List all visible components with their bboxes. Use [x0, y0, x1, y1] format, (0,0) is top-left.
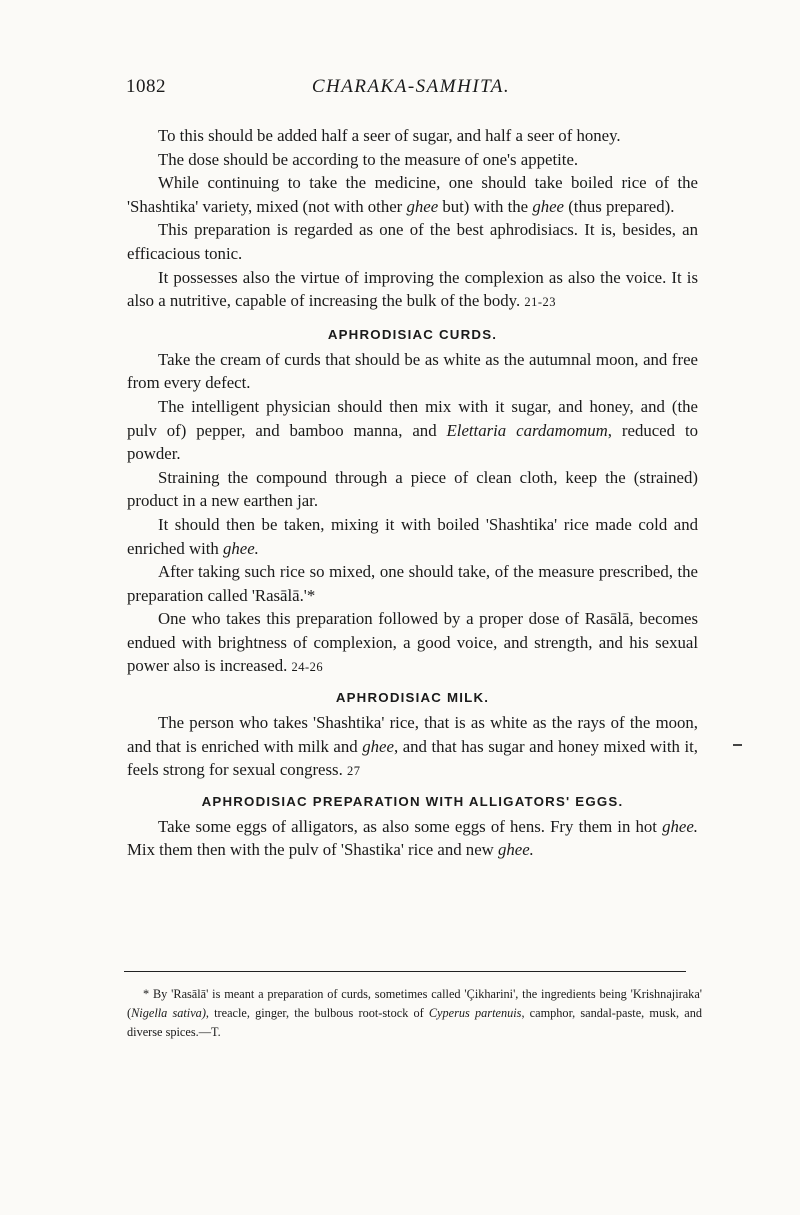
text-run: The intelligent physician should then mix with it sugar, and honey, and (the pulv of) pepper, and bamboo manna, and — [127, 396, 698, 440]
italic-term: Nigella sativa) — [131, 1006, 206, 1020]
text-run: Mix them then with the pulv of 'Shastika' rice and new — [127, 840, 498, 860]
paragraph: After taking such rice so mixed, one should take, of the measure prescribed, the preparation called 'Rasālā.'* — [127, 562, 698, 605]
section-heading: APHRODISIAC MILK. — [335, 690, 490, 706]
paragraph: Straining the compound through a piece of clean cloth, keep the (strained) product in a new earthen jar. — [127, 467, 698, 511]
verse-number: 24-26 — [291, 660, 324, 675]
section-heading: APHRODISIAC PREPARATION WITH ALLIGATORS' EGGS. — [201, 793, 624, 809]
text-run: One who takes this preparation followed by a proper dose of Rasālā, becomes endued with brightness of complexion, a good voice, and strength, and his sexual power also is increased. — [127, 609, 698, 676]
footnote — [127, 985, 702, 1042]
page-header — [126, 76, 696, 106]
italic-term: ghee. — [223, 538, 259, 558]
paragraph — [127, 607, 698, 680]
running-title: CHARAKA-SAMHITA. — [311, 76, 511, 97]
text-run: It possesses also the virtue of improving the complexion as also the voice. It is also a nutritive, capable of increasing the bulk of the body. — [127, 267, 698, 311]
italic-term: ghee. — [497, 840, 534, 860]
text-run: The person who takes 'Shashtika' rice, that is as white as the rays of the moon, and that is enriched with milk and — [127, 713, 698, 756]
italic-term: ghee — [362, 736, 394, 756]
text-run: (thus prepared). — [564, 196, 675, 216]
paragraph: To this should be added half a seer of sugar, and half a seer of honey. — [158, 126, 621, 145]
paragraph: The dose should be according to the measure of one's appetite. — [158, 149, 579, 169]
verse-number: 27 — [346, 764, 361, 779]
text-run: It should then be taken, mixing it with boiled 'Shashtika' rice made cold and enriched with — [127, 514, 698, 558]
verse-number: 21-23 — [524, 295, 557, 310]
paragraph — [127, 711, 698, 784]
paragraph — [127, 171, 698, 218]
footnote-rule — [124, 971, 686, 972]
italic-term: ghee — [406, 196, 439, 216]
italic-term: Elettaria cardamomum — [446, 420, 608, 440]
paragraph — [127, 513, 698, 560]
italic-term: Cyperus partenuis — [428, 1006, 522, 1020]
paragraph — [127, 266, 698, 315]
italic-term: ghee. — [662, 816, 698, 836]
text-run: , treacle, ginger, the bulbous root-stock of — [205, 1006, 429, 1020]
main-text — [127, 124, 698, 862]
text-run: * By 'Rasālā' is meant a preparation of curds, sometimes called 'Çikharini', the ingredients being 'Krishnajiraka' ( — [127, 987, 702, 1020]
section-heading: APHRODISIAC CURDS. — [327, 326, 498, 342]
footnote-text — [127, 985, 702, 1042]
page-number: 1082 — [126, 76, 166, 97]
text-run: , and that has sugar and honey mixed with it, feels strong for sexual congress. — [127, 736, 698, 780]
italic-term: ghee — [532, 196, 564, 216]
text-run: , reduced to powder. — [127, 420, 699, 464]
paragraph: Take the cream of curds that should be as white as the autumnal moon, and free from every defect. — [127, 349, 698, 393]
paragraph: This preparation is regarded as one of the best aphrodisiacs. It is, besides, an efficacious tonic. — [127, 220, 698, 263]
text-run: While continuing to take the medicine, one should take boiled rice of the 'Shashtika' variety, mixed (not with other — [127, 173, 698, 216]
paragraph — [127, 395, 698, 466]
text-run: Take some eggs of alligators, as also some eggs of hens. Fry them in hot — [158, 816, 663, 836]
text-run: but) with the — [438, 196, 533, 216]
text-run: , camphor, sandal-paste, musk, and diverse spices.—T. — [127, 1006, 702, 1039]
paragraph — [127, 815, 698, 862]
margin-mark — [733, 744, 742, 746]
